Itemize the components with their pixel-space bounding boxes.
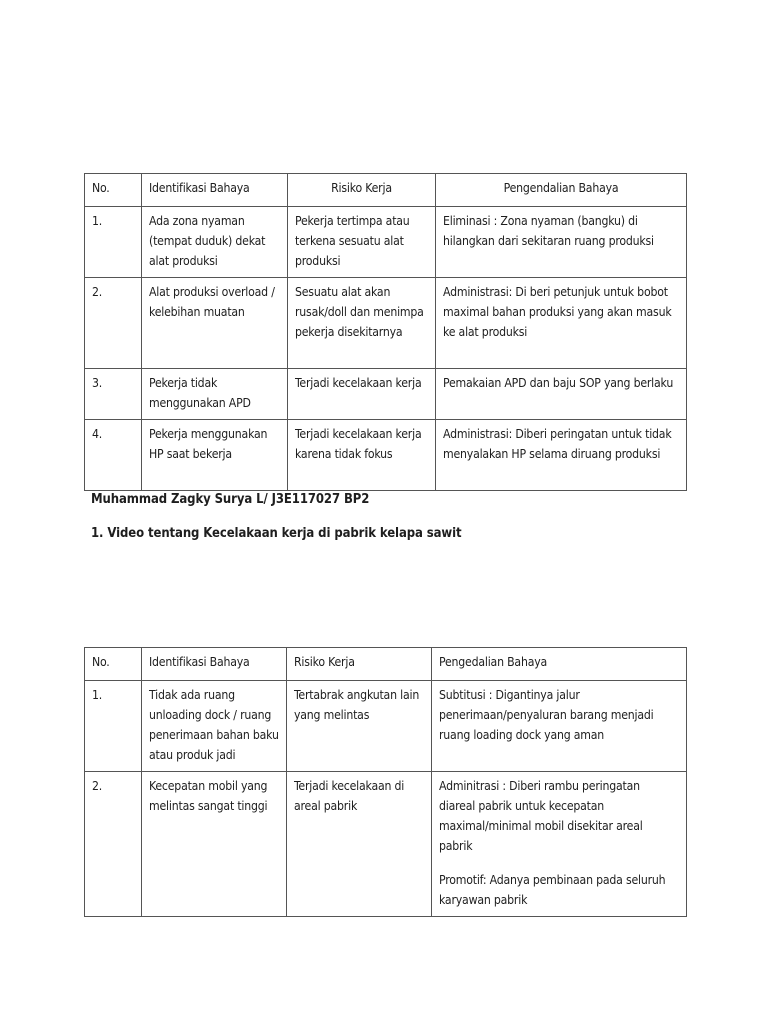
cell-pengendalian: Eliminasi : Zona nyaman (bangku) di hilangkan dari sekitaran ruang produksi	[436, 207, 687, 278]
cell-no: 3.	[85, 369, 142, 420]
header-risiko: Risiko Kerja	[288, 174, 436, 207]
header-no: No.	[85, 174, 142, 207]
header-no: No.	[85, 648, 142, 681]
cell-risiko: Pekerja tertimpa atau terkena sesuatu alat produksi	[288, 207, 436, 278]
cell-risiko: Sesuatu alat akan rusak/doll dan menimpa pekerja disekitarnya	[288, 278, 436, 369]
table-row	[85, 420, 687, 491]
table-row	[85, 278, 687, 369]
header-identifikasi: Identifikasi Bahaya	[142, 174, 288, 207]
cell-no: 2.	[85, 278, 142, 369]
cell-identifikasi: Ada zona nyaman (tempat duduk) dekat alat produksi	[142, 207, 288, 278]
header-identifikasi: Identifikasi Bahaya	[142, 648, 287, 681]
table-header-row	[85, 174, 687, 207]
cell-risiko: Tertabrak angkutan lain yang melintas	[287, 681, 432, 772]
table-row	[85, 681, 687, 772]
cell-pengendalian	[432, 772, 687, 917]
cell-pengendalian: Administrasi: Di beri petunjuk untuk bobot maximal bahan produksi yang akan masuk ke alat produksi	[436, 278, 687, 369]
cell-pengendalian: Pemakaian APD dan baju SOP yang berlaku	[436, 369, 687, 420]
pengendalian-text: Subtitusi : Digantinya jalur penerimaan/penyaluran barang menjadi ruang loading dock yang aman	[439, 688, 654, 742]
cell-risiko: Terjadi kecelakaan kerja	[288, 369, 436, 420]
section-title: 1. Video tentang Kecelakaan kerja di pabrik kelapa sawit	[91, 526, 462, 541]
header-pengendalian: Pengedalian Bahaya	[432, 648, 687, 681]
cell-risiko: Terjadi kecelakaan di areal pabrik	[287, 772, 432, 917]
cell-identifikasi: Alat produksi overload / kelebihan muatan	[142, 278, 288, 369]
cell-identifikasi: Tidak ada ruang unloading dock / ruang penerimaan bahan baku atau produk jadi	[142, 681, 287, 772]
pengendalian-text: Adminitrasi : Diberi rambu peringatan diareal pabrik untuk kecepatan maximal/minimal mobil disekitar areal pabrik	[439, 779, 643, 853]
cell-identifikasi: Pekerja menggunakan HP saat bekerja	[142, 420, 288, 491]
table-row	[85, 772, 687, 917]
cell-no: 4.	[85, 420, 142, 491]
header-risiko: Risiko Kerja	[287, 648, 432, 681]
cell-no: 2.	[85, 772, 142, 917]
cell-pengendalian	[432, 681, 687, 772]
hazard-table-1	[84, 173, 687, 491]
cell-pengendalian: Administrasi: Diberi peringatan untuk tidak menyalakan HP selama diruang produksi	[436, 420, 687, 491]
cell-identifikasi: Pekerja tidak menggunakan APD	[142, 369, 288, 420]
table-row	[85, 207, 687, 278]
cell-no: 1.	[85, 681, 142, 772]
cell-no: 1.	[85, 207, 142, 278]
header-pengendalian: Pengendalian Bahaya	[436, 174, 687, 207]
cell-risiko: Terjadi kecelakaan kerja karena tidak fokus	[288, 420, 436, 491]
pengendalian-extra-text: Promotif: Adanya pembinaan pada seluruh karyawan pabrik	[439, 873, 666, 907]
hazard-table-2	[84, 647, 687, 917]
table-row	[85, 369, 687, 420]
cell-identifikasi: Kecepatan mobil yang melintas sangat tinggi	[142, 772, 287, 917]
table-header-row	[85, 648, 687, 681]
author-line: Muhammad Zagky Surya L/ J3E117027 BP2	[91, 492, 370, 507]
